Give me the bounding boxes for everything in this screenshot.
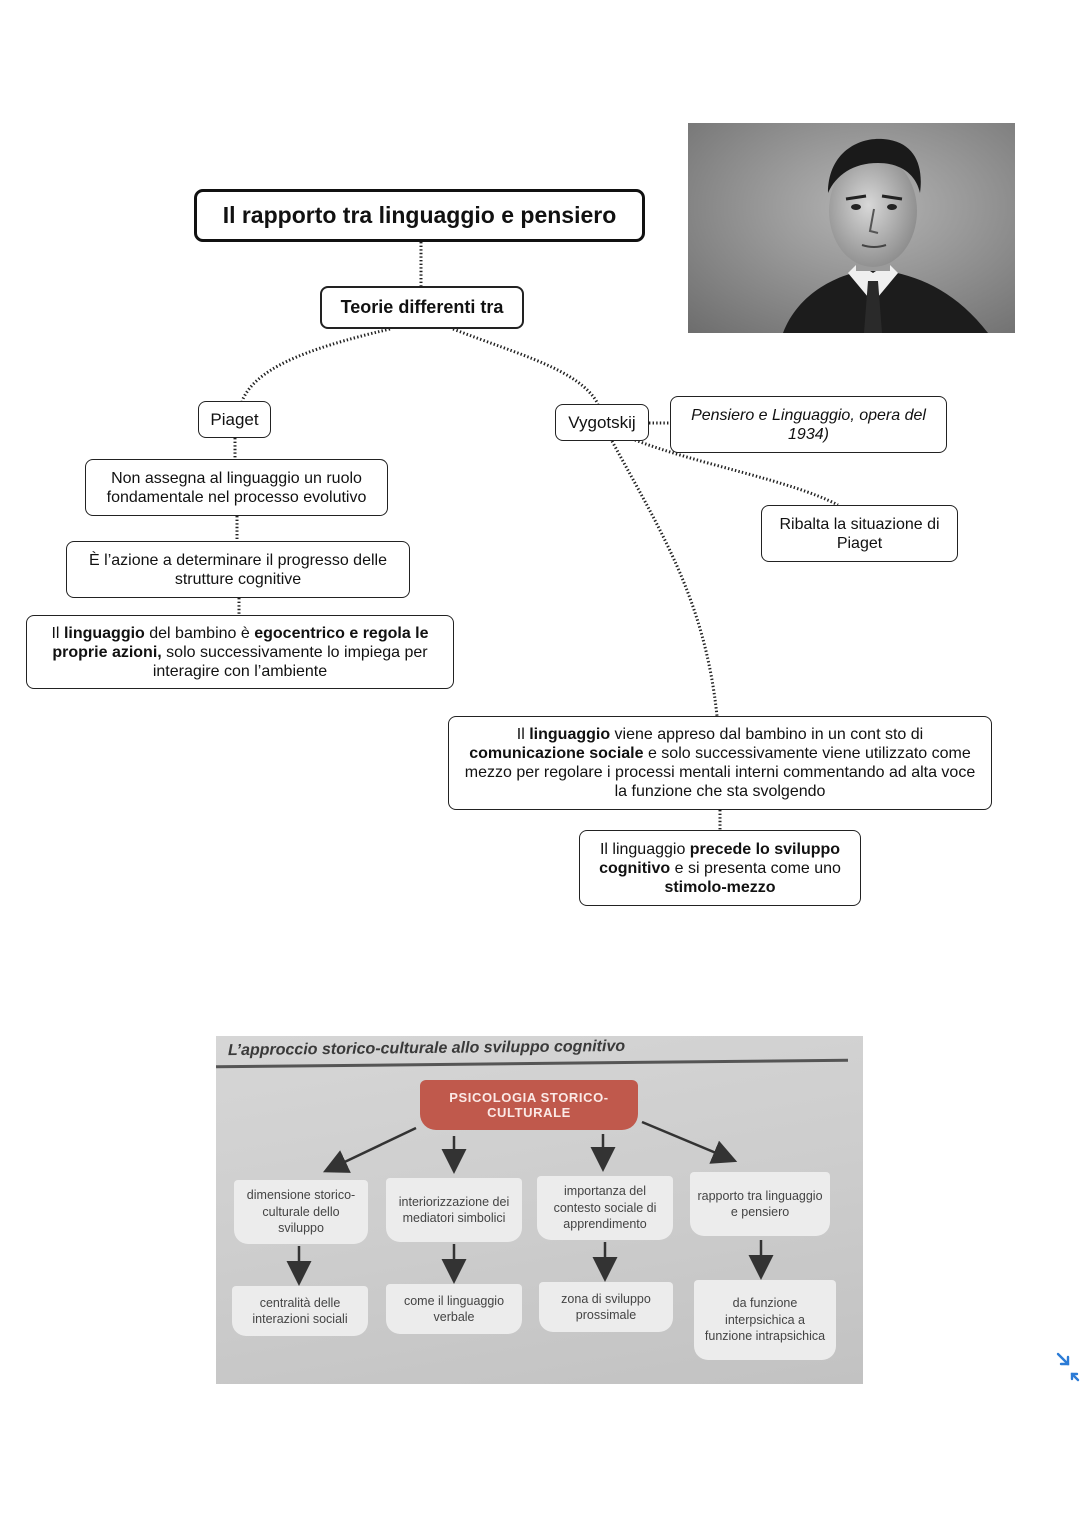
branch-4-bottom: da funzione interpsichica a funzione intrapsichica xyxy=(694,1280,836,1360)
map-title-text: Il rapporto tra linguaggio e pensiero xyxy=(222,202,617,228)
branch-1-bottom: centralità delle interazioni sociali xyxy=(232,1286,368,1336)
vygotskij-node-2 xyxy=(579,830,861,906)
connector-vygotskij-n1 xyxy=(612,441,717,716)
map-subtitle-text: Teorie differenti tra xyxy=(340,297,504,317)
connector-sub-piaget xyxy=(242,329,390,401)
vygotskij-node xyxy=(555,404,649,441)
vygotskij-node-1 xyxy=(448,716,992,810)
map-subtitle xyxy=(320,286,524,329)
text-bold: comunicazione sociale xyxy=(469,745,644,762)
piaget-node-2 xyxy=(66,541,410,598)
branch-2-bottom: come il linguaggio verbale xyxy=(386,1284,522,1334)
piaget-node-3 xyxy=(26,615,454,689)
piaget-node-1 xyxy=(85,459,388,516)
piaget-node xyxy=(198,401,271,438)
arrow-root-branch-4 xyxy=(642,1122,728,1158)
piaget-label: Piaget xyxy=(210,410,259,429)
text-part: Il xyxy=(516,726,530,743)
vygotskij-node-2-text xyxy=(590,840,850,897)
branch-3-top: importanza del contesto sociale di apprendimento xyxy=(537,1176,673,1240)
vygotskij-reverse-text: Ribalta la situazione di Piaget xyxy=(779,515,940,552)
piaget-node-2-text: È l’azione a determinare il progresso delle strutture cognitive xyxy=(89,551,387,588)
portrait-illustration xyxy=(688,123,1015,333)
map-title xyxy=(194,189,645,242)
vygotskij-work-text: Pensiero e Linguaggio, opera del 1934) xyxy=(691,406,926,443)
text-part: Il linguaggio xyxy=(599,840,690,858)
piaget-node-3-text xyxy=(37,624,443,681)
text-part: del bambino è xyxy=(144,624,255,642)
text-part: e si presenta come uno xyxy=(670,859,841,877)
vygotskij-reverse-node xyxy=(761,505,958,562)
branch-3-bottom: zona di sviluppo prossimale xyxy=(539,1282,673,1332)
vygotskij-portrait-photo xyxy=(688,123,1015,333)
text-part: viene appreso dal bambino in un cont sto di xyxy=(610,726,924,743)
text-part: Il xyxy=(51,624,64,642)
book-title: L’approccio storico-culturale allo sviluppo cognitivo xyxy=(227,1037,626,1060)
branch-1-top: dimensione storico-culturale dello sviluppo xyxy=(234,1180,368,1244)
piaget-node-1-text: Non assegna al linguaggio un ruolo fondamentale nel processo evolutivo xyxy=(106,469,367,506)
text-bold: egocentrico e regola le proprie azioni, xyxy=(52,624,429,661)
arrow-root-branch-1 xyxy=(332,1128,416,1168)
psicologia-root: PSICOLOGIA STORICO-CULTURALE xyxy=(420,1080,638,1130)
text-bold: precede lo sviluppo cognitivo xyxy=(599,840,841,877)
text-part: e solo successivamente viene utilizzato come mezzo per regolare i processi mentali interni commentando ad alta voce la funzione che sta svolgendo xyxy=(464,745,976,800)
text-bold: stimolo-mezzo xyxy=(664,878,776,896)
text-bold: linguaggio xyxy=(63,624,145,642)
text-bold: linguaggio xyxy=(529,726,611,743)
vygotskij-label: Vygotskij xyxy=(568,413,636,432)
collapse-icon[interactable] xyxy=(1056,1352,1080,1382)
vygotskij-node-1-text xyxy=(459,725,981,801)
connector-sub-vygotskij xyxy=(453,329,598,404)
text-part: solo successivamente lo impiega per interagire con l’ambiente xyxy=(152,643,428,680)
branch-4-top: rapporto tra linguaggio e pensiero xyxy=(690,1172,830,1236)
branch-2-top: interiorizzazione dei mediatori simbolici xyxy=(386,1178,522,1242)
textbook-excerpt xyxy=(216,1036,863,1384)
vygotskij-work-node xyxy=(670,396,947,453)
